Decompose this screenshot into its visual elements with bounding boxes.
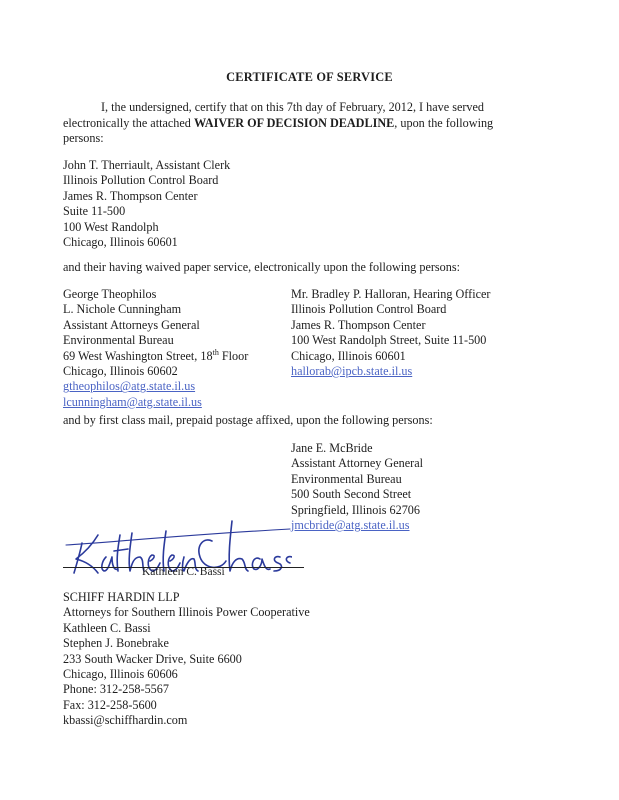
recipient-line: 500 South Second Street — [291, 487, 412, 502]
signature-stroke — [102, 557, 118, 571]
signature-stroke — [199, 540, 226, 567]
recipient-line: George Theophilos — [63, 287, 157, 301]
recipient-line: Environmental Bureau — [291, 471, 402, 486]
recipient-line: Mr. Bradley P. Halloran, Hearing Officer — [291, 287, 491, 301]
firm-line: Attorneys for Southern Illinois Power Cooperative — [63, 605, 310, 620]
left-recipients-block — [63, 287, 248, 410]
clerk-address-block — [63, 158, 230, 250]
signer-printed-name: Kathleen C. Bassi — [142, 566, 225, 578]
email-link-mcbride[interactable]: jmcbride@atg.state.il.us — [291, 518, 410, 533]
street-end-text: Floor — [218, 348, 249, 363]
signature-flourish — [66, 529, 290, 545]
recipient-street — [63, 349, 248, 364]
recipient-line: Environmental Bureau — [63, 333, 174, 348]
intro-paragraph — [63, 100, 513, 147]
waived-service-text: and their having waived paper service, electronically upon the following persons: — [63, 260, 460, 274]
address-line: John T. Therriault, Assistant Clerk — [63, 158, 231, 172]
mail-recipient-block — [291, 441, 423, 533]
recipient-line: Chicago, Illinois 60601 — [291, 348, 406, 363]
recipient-line: Chicago, Illinois 60602 — [63, 364, 178, 379]
firm-fax: Fax: 312-258-5600 — [63, 697, 157, 712]
right-recipients-block — [291, 287, 490, 379]
address-line: 100 West Randolph — [63, 219, 159, 234]
document-name: WAIVER OF DECISION DEADLINE — [193, 115, 395, 130]
firm-line: Kathleen C. Bassi — [63, 620, 151, 635]
street-superscript: th — [212, 347, 219, 357]
signature-stroke — [229, 521, 248, 571]
address-line: James R. Thompson Center — [63, 188, 198, 203]
recipient-line: Springfield, Illinois 62706 — [291, 502, 420, 517]
email-link-theophilos[interactable]: gtheophilos@atg.state.il.us — [63, 379, 196, 394]
intro-text-start: I, the undersigned, certify that on this 7th day of February, 2012, I have served electronically the attached — [63, 100, 485, 130]
recipient-line: Illinois Pollution Control Board — [291, 302, 447, 317]
address-line: Illinois Pollution Control Board — [63, 173, 219, 188]
email-link-halloran[interactable]: hallorab@ipcb.state.il.us — [291, 364, 413, 379]
page-title: CERTIFICATE OF SERVICE — [226, 70, 393, 84]
firm-line: SCHIFF HARDIN LLP — [63, 590, 180, 604]
firm-address-block — [63, 590, 310, 729]
firm-email: kbassi@schiffhardin.com — [63, 713, 188, 728]
intro-text-end: , upon the following persons: — [63, 115, 494, 145]
signature-stroke — [274, 557, 281, 571]
address-line: Chicago, Illinois 60601 — [63, 235, 178, 250]
firm-line: Chicago, Illinois 60606 — [63, 667, 178, 682]
recipient-line: Assistant Attorney General — [291, 456, 424, 471]
first-class-mail-text: and by first class mail, prepaid postage affixed, upon the following persons: — [63, 413, 433, 427]
email-link-cunningham[interactable]: lcunningham@atg.state.il.us — [63, 394, 202, 409]
recipient-line: James R. Thompson Center — [291, 317, 426, 332]
firm-line: 233 South Wacker Drive, Suite 6600 — [63, 651, 242, 666]
firm-phone: Phone: 312-258-5567 — [63, 682, 169, 697]
street-text: 69 West Washington Street, 18 — [63, 348, 213, 363]
recipient-line: L. Nichole Cunningham — [63, 302, 182, 317]
recipient-line: 100 West Randolph Street, Suite 11-500 — [291, 333, 487, 348]
recipient-line: Jane E. McBride — [291, 441, 373, 455]
address-line: Suite 11-500 — [63, 204, 126, 219]
firm-line: Stephen J. Bonebrake — [63, 636, 169, 651]
signature-stroke — [286, 557, 292, 563]
recipient-line: Assistant Attorneys General — [63, 317, 200, 332]
